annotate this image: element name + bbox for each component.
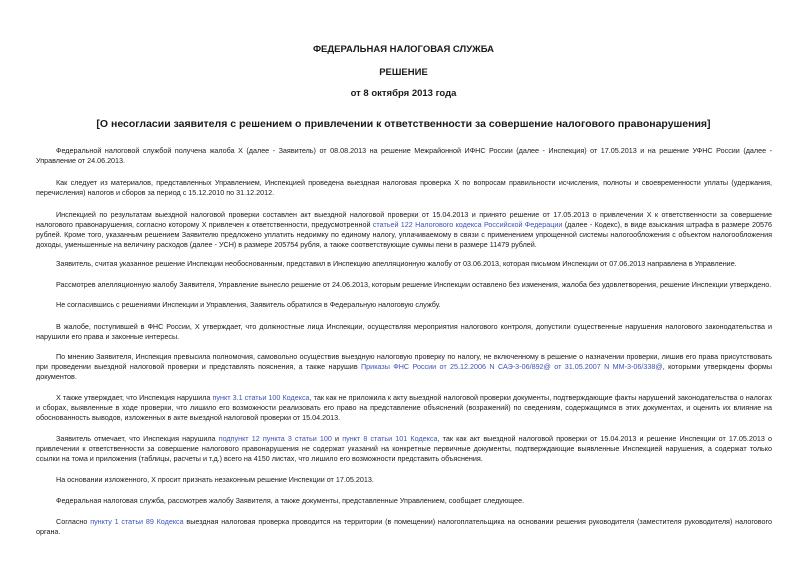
paragraph-7: В жалобе, поступившей в ФНС России, Х утверждает, что должностные лица Инспекции, осуществляя мероприятия налогового контроля, допустили существенные нарушения налогового законодательства и нарушили его права и законные интересы.: [36, 322, 772, 341]
paragraph-9-text-1: Х также утверждает, что Инспекция нарушила: [56, 393, 213, 402]
paragraph-3: [36, 210, 772, 250]
paragraph-4: Заявитель, считая указанное решение Инспекции необоснованным, представил в Инспекцию апелляционную жалобу от 03.06.2013, которая письмом Инспекции от 07.06.2013 направлена в Управление.: [56, 259, 737, 268]
paragraph-6: Не согласившись с решениями Инспекции и Управления, Заявитель обратился в Федеральную налоговую службу.: [56, 300, 441, 309]
document-date: от 8 октября 2013 года: [350, 88, 457, 99]
fns-orders-link[interactable]: Приказы ФНС России от 25.12.2006 N САЭ-3-06/892@ от 31.05.2007 N ММ-3-06/338@: [361, 362, 663, 371]
issuer-heading: ФЕДЕРАЛЬНАЯ НАЛОГОВАЯ СЛУЖБА: [312, 44, 495, 55]
paragraph-9-text-2: , так как не приложила к акту выездной налоговой проверки документы, подтверждающие факты нарушений законодательства о налогах и сборах, выявленные в ходе проверки, что лишило его возможности реализовать его право на представление объяснений (возражений) по сведениям, содержащимся в этих документах, и оценить их влияние на обоснованность выводов, изложенных в акте выездной налоговой проверки от 15.04.2013.: [36, 393, 772, 422]
article-101-clause-8-link[interactable]: пункт 8 статьи 101 Кодекса: [342, 434, 438, 443]
paragraph-8: [36, 352, 772, 382]
paragraph-10-text-2: и: [331, 434, 343, 443]
paragraph-13-text-1: Согласно: [56, 517, 91, 526]
tax-code-article-122-link[interactable]: статьей 122 Налогового кодекса Российской Федерации: [372, 220, 563, 229]
paragraph-13-text-2: выездная налоговая проверка проводится на территории (в помещении) налогоплательщика на основании решения руководителя (заместителя руководителя) налогового органа.: [36, 517, 773, 536]
paragraph-10-text-3: , так как акт выездной налоговой проверки от 15.04.2013 и решение Инспекции от 17.05.2013 о привлечении к ответственности за совершение налогового правонарушения не содержат указаний на конкретные первичные документы, подтверждающие выявленные Инспекцией нарушения, а содержат только ссылки на тома и приложения (таблицы, расчеты и т.д.) всего на 4150 листах, что лишило его возможности представить объяснения.: [36, 434, 773, 463]
paragraph-3-text-1: Инспекцией по результатам выездной налоговой проверки составлен акт выездной налоговой проверки от 15.04.2013 и принято решение от 17.05.2013 о привлечении Х к ответственности за совершение налогового правонарушения, согласно которому Х привлечен к ответственности, предусмотренной: [36, 210, 772, 229]
paragraph-11: На основании изложенного, Х просит признать незаконным решение Инспекции от 17.05.2013.: [56, 475, 374, 484]
paragraph-3-text-2: (далее - Кодекс), в виде взыскания штрафа в размере 20576 рублей. Кроме того, указанным решением Заявителю предложено уплатить недоимку по единому налогу, уплачиваемому в связи с применением упрощенной системы налогообложения с объектом налогообложения доходы, уменьшенные на величину расходов (далее - УСН) в размере 205754 рубля, а также соответствующие суммы пени в размере 11479 рублей.: [36, 220, 772, 249]
paragraph-10: [36, 434, 772, 464]
paragraph-12: Федеральная налоговая служба, рассмотрев жалобу Заявителя, а также документы, представленные Управлением, сообщает следующее.: [56, 496, 525, 505]
paragraph-8-text-1: По мнению Заявителя, Инспекция превысила полномочия, самовольно осуществив выездную налоговую проверку по налогу, не включенному в решение о назначении проверки, лишив его права присутствовать при проведении выездной налоговой проверки и представлять пояснения, а также нарушив: [36, 352, 772, 371]
document-type-heading: РЕШЕНИЕ: [379, 67, 428, 78]
paragraph-8-text-2: , которыми утверждены формы документов.: [36, 362, 772, 381]
paragraph-1: Федеральной налоговой службой получена жалоба Х (далее - Заявитель) от 08.08.2013 на решение Межрайонной ИФНС России (далее - Инспекция) от 17.05.2013 и на решение УФНС России (далее - Управление от 24.06.2013.: [36, 146, 772, 165]
paragraph-2: Как следует из материалов, представленных Управлением, Инспекцией проведена выездная налоговая проверка Х по вопросам правильности исчисления, полноты и своевременности уплаты (удержания, перечисления) налогов и сборов за период с 15.12.2010 по 31.12.2012.: [36, 178, 772, 197]
paragraph-5: Рассмотрев апелляционную жалобу Заявителя, Управление вынесло решение от 24.06.2013, которым решение Инспекции оставлено без изменения, жалоба без удовлетворения, решение Инспекции утверждено.: [56, 280, 772, 289]
article-100-subclause-12-link[interactable]: подпункт 12 пункта 3 статьи 100: [218, 434, 332, 443]
paragraph-13: [36, 517, 772, 537]
article-100-clause-3-1-link[interactable]: пункт 3.1 статьи 100 Кодекса: [212, 393, 310, 402]
article-89-clause-1-link[interactable]: пункту 1 статьи 89 Кодекса: [90, 517, 184, 526]
paragraph-9: [36, 393, 772, 423]
paragraph-10-text-1: Заявитель отмечает, что Инспекция нарушила: [56, 434, 219, 443]
document-title: [О несогласии заявителя с решением о привлечении к ответственности за совершение налогового правонарушения]: [96, 118, 711, 130]
